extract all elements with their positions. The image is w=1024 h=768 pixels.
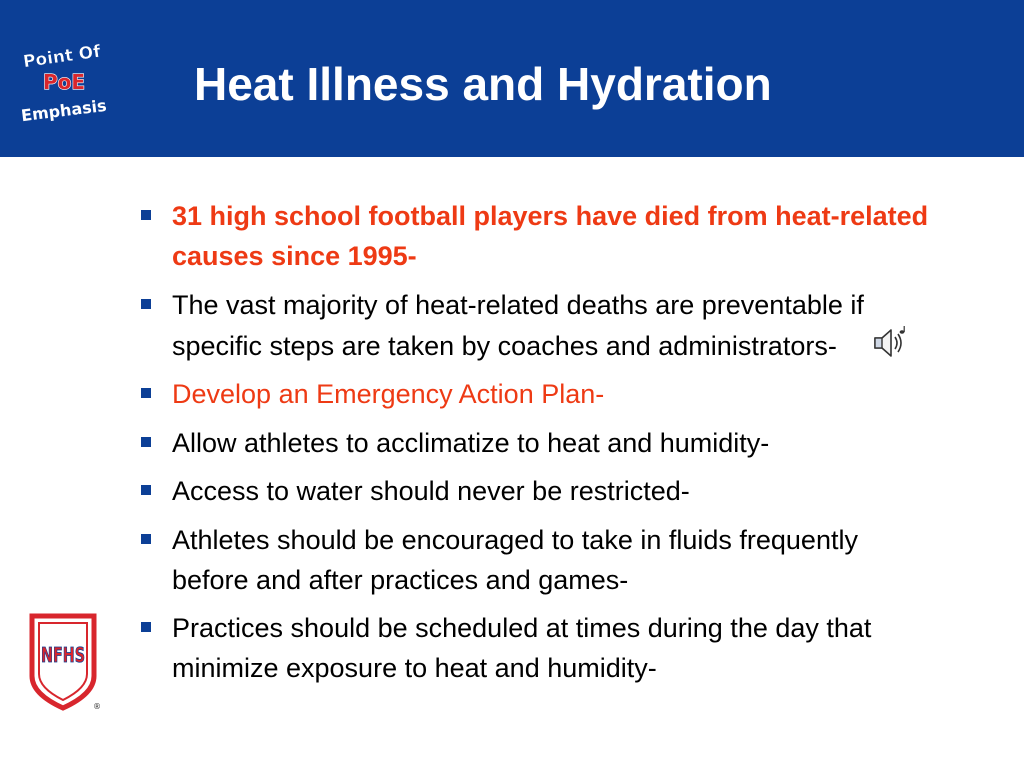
square-bullet-icon bbox=[141, 622, 151, 632]
logo-registered-mark: ® bbox=[93, 702, 101, 711]
bullet-text: Athletes should be encouraged to take in fluids frequently before and after practices and games- bbox=[172, 524, 858, 595]
bullet-item bbox=[140, 608, 940, 688]
square-bullet-icon bbox=[141, 485, 151, 495]
title-bar bbox=[0, 0, 1024, 157]
logo-emphasis: Emphasis bbox=[20, 95, 108, 125]
bullet-item bbox=[140, 423, 940, 463]
speaker-icon[interactable] bbox=[871, 325, 907, 361]
square-bullet-icon bbox=[141, 534, 151, 544]
bullet-text: Allow athletes to acclimatize to heat and humidity- bbox=[172, 427, 770, 458]
bullet-item bbox=[140, 196, 940, 276]
bullet-list bbox=[140, 196, 940, 697]
bullet-text: Practices should be scheduled at times during the day that minimize exposure to heat and humidity- bbox=[172, 613, 872, 683]
logo-poe: PoE bbox=[42, 70, 86, 94]
square-bullet-icon bbox=[141, 388, 151, 398]
point-of-emphasis-logo bbox=[14, 40, 114, 125]
slide-title: Heat Illness and Hydration bbox=[194, 58, 772, 110]
bullet-text: 31 high school football players have died from heat-related causes since 1995- bbox=[172, 201, 929, 271]
bullet-text: Access to water should never be restricted- bbox=[172, 476, 690, 506]
square-bullet-icon bbox=[141, 437, 151, 447]
bullet-item bbox=[140, 374, 940, 414]
bullet-item bbox=[140, 520, 940, 600]
bullet-item bbox=[140, 471, 940, 511]
bullet-item bbox=[140, 285, 940, 366]
square-bullet-icon bbox=[141, 210, 151, 220]
square-bullet-icon bbox=[141, 299, 151, 309]
logo-nfhs-letters: NFHS bbox=[41, 643, 85, 667]
nfhs-logo bbox=[28, 612, 104, 712]
bullet-text: The vast majority of heat-related deaths are preventable if specific steps are taken by coaches and administrators- bbox=[172, 289, 864, 361]
logo-point-of: Point Of bbox=[21, 41, 102, 73]
bullet-text: Develop an Emergency Action Plan- bbox=[172, 379, 605, 409]
